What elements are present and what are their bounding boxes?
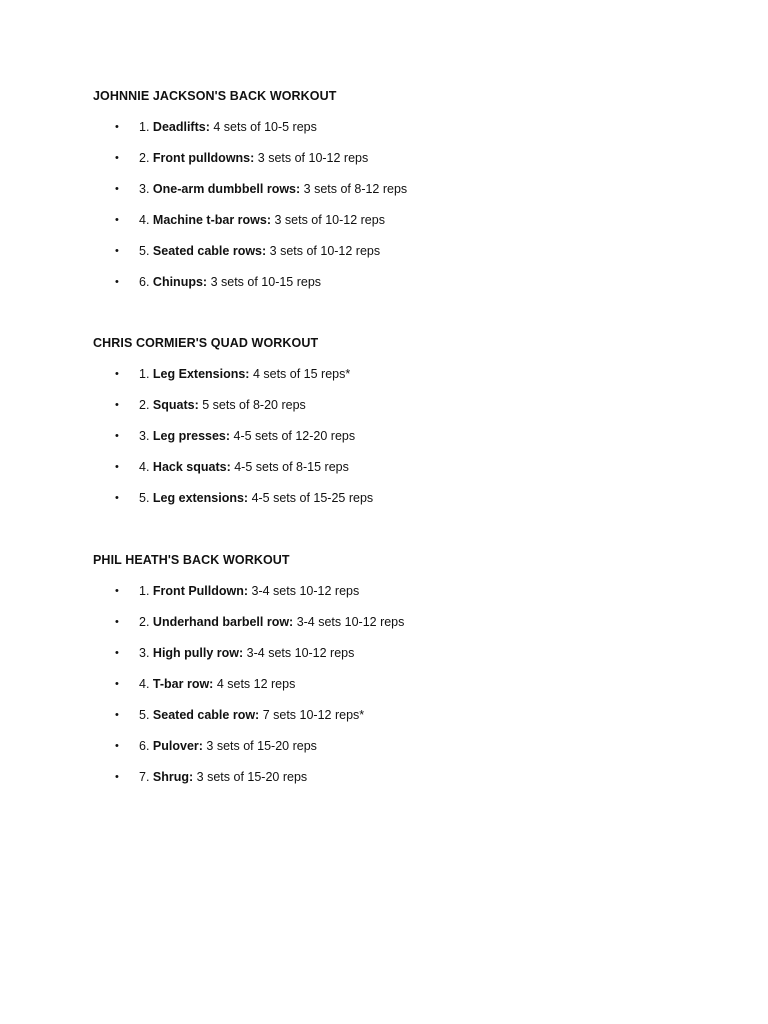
section-title: JOHNNIE JACKSON'S BACK WORKOUT <box>93 89 337 103</box>
exercise-detail: 4-5 sets of 15-25 reps <box>248 491 374 505</box>
exercise-number: 2. <box>139 151 150 165</box>
exercise-number: 3. <box>139 182 150 196</box>
exercise-detail: 3 sets of 10-15 reps <box>207 275 322 289</box>
section-title: CHRIS CORMIER'S QUAD WORKOUT <box>93 336 319 350</box>
exercise-detail: 7 sets 10-12 reps* <box>259 708 365 722</box>
exercise-text <box>139 460 349 474</box>
exercise-number: 3. <box>139 429 150 443</box>
list-item <box>93 151 693 182</box>
exercise-name: One-arm dumbbell rows: <box>152 182 301 196</box>
bullet: • <box>115 616 119 628</box>
bullet: • <box>115 678 119 690</box>
exercise-text <box>139 275 321 289</box>
exercise-detail: 3 sets of 15-20 reps <box>202 739 317 753</box>
exercise-detail: 3 sets of 8-12 reps <box>300 182 408 196</box>
bullet: • <box>115 276 119 288</box>
list-item <box>93 244 693 275</box>
bullet: • <box>115 492 119 504</box>
bullet: • <box>115 214 119 226</box>
exercise-name: T-bar row: <box>152 677 214 691</box>
exercise-detail: 4 sets of 10-5 reps <box>209 120 317 134</box>
exercise-name: Front pulldowns: <box>152 151 255 165</box>
section-title: PHIL HEATH'S BACK WORKOUT <box>93 553 290 567</box>
list-item <box>93 739 693 770</box>
list-item <box>93 213 693 244</box>
list-item <box>93 429 693 460</box>
exercise-detail: 3-4 sets 10-12 reps <box>248 584 360 598</box>
exercise-text <box>139 491 373 505</box>
exercise-text <box>139 615 404 629</box>
list-item <box>93 460 693 491</box>
exercise-number: 4. <box>139 213 150 227</box>
exercise-detail: 3 sets of 10-12 reps <box>254 151 369 165</box>
exercise-detail: 5 sets of 8-20 reps <box>198 398 306 412</box>
list-item <box>93 367 693 398</box>
exercise-text <box>139 244 380 258</box>
exercise-name: Deadlifts: <box>152 120 210 134</box>
list-item <box>93 182 693 213</box>
bullet: • <box>115 709 119 721</box>
exercise-number: 7. <box>139 770 150 784</box>
exercise-text <box>139 739 317 753</box>
exercise-detail: 3 sets of 10-12 reps <box>266 244 381 258</box>
list-item <box>93 708 693 739</box>
list-item <box>93 770 693 801</box>
exercise-text <box>139 677 295 691</box>
bullet: • <box>115 399 119 411</box>
exercise-text <box>139 151 368 165</box>
exercise-name: High pully row: <box>152 646 244 660</box>
exercise-number: 6. <box>139 739 150 753</box>
exercise-name: Leg extensions: <box>152 491 249 505</box>
bullet: • <box>115 121 119 133</box>
bullet: • <box>115 771 119 783</box>
exercise-number: 4. <box>139 677 150 691</box>
list-item <box>93 275 693 306</box>
exercise-number: 5. <box>139 244 150 258</box>
exercise-name: Leg presses: <box>152 429 231 443</box>
exercise-number: 2. <box>139 615 150 629</box>
exercise-name: Underhand barbell row: <box>152 615 294 629</box>
exercise-name: Leg Extensions: <box>152 367 250 381</box>
list-item <box>93 677 693 708</box>
bullet: • <box>115 585 119 597</box>
bullet: • <box>115 245 119 257</box>
list-item <box>93 491 693 522</box>
exercise-number: 6. <box>139 275 150 289</box>
exercise-detail: 4 sets 12 reps <box>213 677 296 691</box>
exercise-number: 5. <box>139 708 150 722</box>
exercise-number: 5. <box>139 491 150 505</box>
bullet: • <box>115 183 119 195</box>
exercise-text <box>139 182 407 196</box>
list-item <box>93 398 693 429</box>
bullet: • <box>115 461 119 473</box>
exercise-text <box>139 429 355 443</box>
exercise-number: 4. <box>139 460 150 474</box>
exercise-text <box>139 770 307 784</box>
exercise-name: Squats: <box>152 398 199 412</box>
exercise-detail: 3 sets of 10-12 reps <box>271 213 385 227</box>
exercise-number: 1. <box>139 584 150 598</box>
exercise-name: Pulover: <box>152 739 203 753</box>
exercise-name: Seated cable rows: <box>152 244 267 258</box>
exercise-text <box>139 367 350 381</box>
bullet: • <box>115 430 119 442</box>
exercise-text <box>139 646 354 660</box>
exercise-text <box>139 120 317 134</box>
exercise-detail: 3 sets of 15-20 reps <box>193 770 308 784</box>
exercise-detail: 4-5 sets of 8-15 reps <box>230 460 349 474</box>
exercise-detail: 4-5 sets of 12-20 reps <box>230 429 356 443</box>
workout-section-johnnie-jackson <box>93 89 693 306</box>
exercise-text <box>139 708 364 722</box>
workout-section-chris-cormier <box>93 336 693 522</box>
exercise-number: 2. <box>139 398 150 412</box>
exercise-text <box>139 213 385 227</box>
exercise-detail: 4 sets of 15 reps* <box>249 367 351 381</box>
bullet: • <box>115 740 119 752</box>
exercise-number: 1. <box>139 367 150 381</box>
exercise-number: 1. <box>139 120 150 134</box>
exercise-name: Seated cable row: <box>152 708 260 722</box>
bullet: • <box>115 152 119 164</box>
exercise-name: Chinups: <box>152 275 208 289</box>
list-item <box>93 646 693 677</box>
list-item <box>93 615 693 646</box>
exercise-name: Hack squats: <box>152 460 231 474</box>
exercise-name: Machine t-bar rows: <box>152 213 271 227</box>
exercise-detail: 3-4 sets 10-12 reps <box>293 615 405 629</box>
list-item <box>93 584 693 615</box>
exercise-number: 3. <box>139 646 150 660</box>
bullet: • <box>115 368 119 380</box>
exercise-detail: 3-4 sets 10-12 reps <box>243 646 355 660</box>
exercise-name: Front Pulldown: <box>152 584 249 598</box>
exercise-text <box>139 398 306 412</box>
exercise-name: Shrug: <box>152 770 194 784</box>
list-item <box>93 120 693 151</box>
workout-section-phil-heath <box>93 553 693 801</box>
exercise-text <box>139 584 359 598</box>
bullet: • <box>115 647 119 659</box>
